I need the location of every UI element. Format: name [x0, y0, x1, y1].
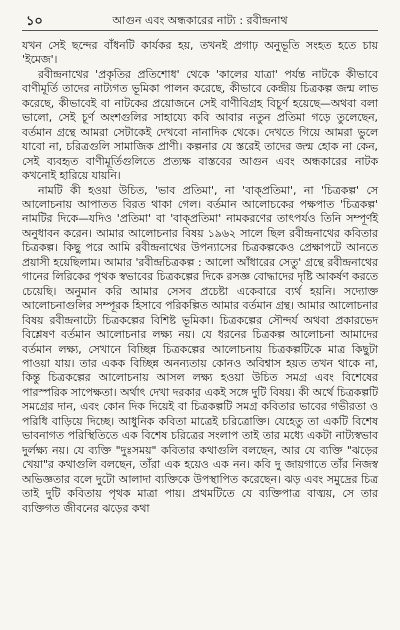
- paragraph: রবীন্দ্রনাথের 'প্রকৃতির প্রতিশোধ' থেকে 'কালের যাত্রা' পর্যন্ত নাটকে কীভাবে বাণীমূর্তি তাদের নাট্যগত ভূমিকা পালন করেছে, কীভাবে কেন্দ্রীয় চিত্রকল্প জন্ম লাভ করেছে, কীভাবেই বা নাটকের প্রয়োজনে সেই বাণীবিগ্রহ বিচূর্ণ হয়েছে—অথবা বলা ভালো, সেই চূর্ণ অংশগুলির সাহায্যে কবি আবার নতুন প্রতিমা গড়ে তুলেছেন, বর্তমান গ্রন্থে আমরা সেটাকেই দেখবো নানাদিক থেকে। দেখতে গিয়ে আমরা ভুলে যাবো না, চরিত্রগুলি সামাজিক প্রাণী। কল্পনার যে স্তরেই তাদের জন্ম হোক না কেন, সেই ব্যবহৃত বাণীমূর্তিগুলিতে প্রত্যক্ষ বাস্তবের আগুন এবং অন্ধকারের নাটক কখনোই হারিয়ে যায়নি।: [22, 67, 378, 183]
- running-title: আগুন এবং অন্ধকারের নাট্য : রবীন্দ্রনাথ: [112, 14, 288, 27]
- paragraph: নামটি কী হওয়া উচিত, 'ভাব প্রতিমা', না 'বাক্প্রতিমা', না 'চিত্রকল্প' সে আলোচনায় আপাতত বিরত থাকা গেল। বর্তমান আলোচকের পক্ষপাত 'চিত্রকল্প' নামটির দিকে—যদিও 'প্রতিমা' বা 'বাক্প্রতিমা' নামকরণের তাৎপর্যও তিনি সম্পূর্ণই অনুধাবন করেন। আমার আলোচনার বিষয় ১৯৬২ সালে ছিল রবীন্দ্রনাথের কবিতার চিত্রকল্প। কিছু পরে আমি রবীন্দ্রনাথের উপন্যাসের চিত্রকল্পকেও প্রেক্ষাপটে আনতে প্রয়াসী হয়েছিলাম। আমার 'রবীন্দ্রচিত্রকল্প : আলো আঁধারের সেতু' গ্রন্থে রবীন্দ্রনাথের গানের লিরিকের পৃথক স্বভাবের চিত্রকল্পের দিকে রসজ্ঞ বোদ্ধাদের দৃষ্টি আকর্ষণ করতে চেয়েছি। অনুমান করি আমার সেসব প্রচেষ্টা একেবারে ব্যর্থ হয়নি। সদ্যোক্ত আলোচনাগুলির সম্পূরক হিসাবে পরিকল্পিত আমার বর্তমান গ্রন্থ। আমার আলোচনার বিষয় রবীন্দ্রনাট্যে চিত্রকল্পের বিশিষ্ট ভূমিকা। চিত্রকল্পের সৌন্দর্য অথবা প্রকারভেদ বিশ্লেষণ বর্তমান আলোচনার লক্ষ্য নয়। যে ধরনের চিত্রকল্প আলোচনা আমাদের বর্তমান লক্ষ্য, সেখানে বিচ্ছিন্ন চিত্রকল্পের আলোচনায় চিত্রকল্পটিকে মাত্র কিছুটা পাওয়া যায়। তার একক বিচ্ছিন্ন অনন্যতায় কোনও অবিশ্বাস হয়ত তখন থাকে না, কিন্তু চিত্রকল্পের আলোচনায় আসল লক্ষ্য হওয়া উচিত সমগ্র এবং বিশেষের পারস্পরিক সাপেক্ষতা। অর্থাৎ দেখা দরকার একই সঙ্গে দুটি বিষয়। কী অর্থে চিত্রকল্পটি সমগ্রের দান, এবং কোন দিক দিয়েই বা চিত্রকল্পটি সমগ্র কবিতার ভাবের গভীরতা ও পরিধি বাড়িয়ে দিচ্ছে। আধুনিক কবিতা মাত্রেই চরিত্রোক্তি। যেহেতু তা একটি বিশেষ ভাবনাগত পরিস্থিতিতে এক বিশেষ চরিত্রের সংলাপ তাই তার মধ্যে একটা নাট্যস্বভাব দুর্লক্ষ্য নয়। যে ব্যক্তি "দুঃসময়" কবিতার কথাগুলি বলছেন, আর যে ব্যক্তি "ঝড়ের খেয়া"র কথাগুলি বলছেন, তাঁরা এক হয়েও এক নন। কবি দু জায়গাতে তাঁর নিজস্ব অভিজ্ঞতার বলে দুটো আলাদা ব্যক্তিকে উপস্থাপিত করেছেন। ঝড় এবং সমুদ্রের চিত্র তাই দুটি কবিতায় পৃথক মাত্রা পায়। প্রথমটিতে যে ব্যক্তিপাত্র বাঙ্ময়, সে তার ব্যক্তিগত জীবনের ঝড়ের কথা: [22, 183, 378, 515]
- page-number: ১০: [26, 14, 43, 29]
- paragraph: যখন সেই ছন্দের বাঁধনটি কার্যকর হয়, তখনই প্রগাঢ় অনুভূতি সংহত হতে চায় 'ইমেজ'।: [22, 39, 378, 67]
- page-body: [22, 39, 378, 516]
- page-header: [22, 10, 378, 30]
